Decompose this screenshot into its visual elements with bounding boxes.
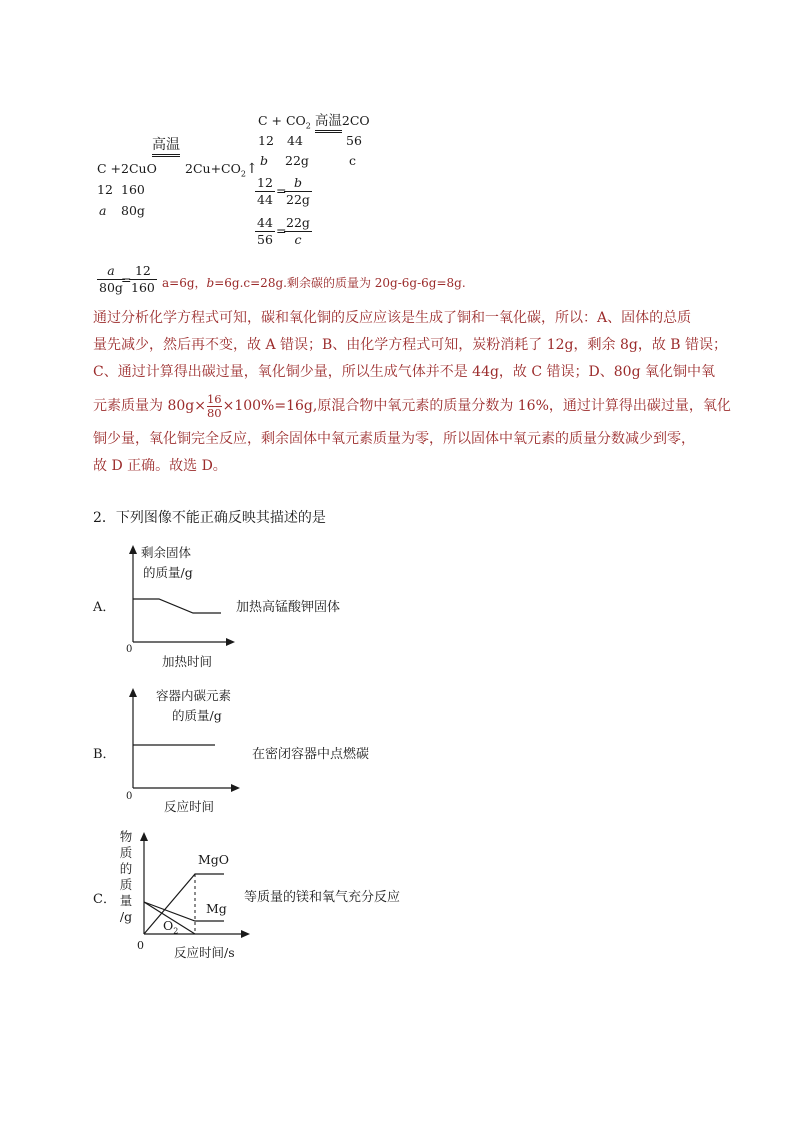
option-b-letter: B． bbox=[93, 747, 116, 762]
option-c-label-mgo: MgO bbox=[198, 852, 230, 867]
result-frac-right bbox=[129, 263, 157, 296]
option-b-graph bbox=[125, 688, 240, 791]
option-a-xlabel: 加热时间 bbox=[162, 654, 213, 669]
option-c-ylabel-char: 的 bbox=[119, 861, 133, 876]
analysis-paragraph bbox=[93, 305, 731, 480]
eq1-row2-a bbox=[99, 203, 106, 218]
frac-den: 22g bbox=[286, 192, 310, 207]
option-b-ylabel-2: 的质量/g bbox=[172, 708, 222, 723]
option-c-desc: 等质量的镁和氧气充分反应 bbox=[244, 890, 401, 905]
option-b-origin: 0 bbox=[126, 791, 133, 802]
option-c-graph bbox=[138, 832, 250, 937]
eq1-row1-b: 160 bbox=[121, 182, 145, 197]
analysis-frac-den: 80 bbox=[206, 405, 222, 420]
result-frac-eq: = bbox=[121, 272, 132, 287]
option-a-origin: 0 bbox=[126, 644, 133, 655]
eq2-row2-c: c bbox=[349, 153, 357, 168]
frac-num: 12 bbox=[257, 175, 273, 190]
option-c-ylabel-char: 质 bbox=[119, 877, 133, 892]
option-a-desc: 加热高锰酸钾固体 bbox=[236, 600, 341, 615]
option-b-ylabel-1: 容器内碳元素 bbox=[156, 688, 232, 703]
option-b-desc: 在密闭容器中点燃碳 bbox=[252, 747, 370, 762]
eq2-row2-a bbox=[260, 153, 268, 168]
eq2-row2-a-var: b bbox=[260, 153, 269, 168]
frac-den: 160 bbox=[131, 280, 155, 295]
eq1-row2-b: 80g bbox=[121, 203, 145, 218]
option-c-ylabel-char: 量 bbox=[119, 893, 133, 908]
eq1-condition-text: 高温 bbox=[152, 137, 180, 157]
analysis-line-1: 通过分析化学方程式可知，碳和氧化铜的反应应该是生成了铜和一氧化碳，所以：A、固体的总质 bbox=[93, 310, 692, 326]
eq1-reactants: C +2CuO bbox=[97, 161, 157, 176]
result-text-b: b bbox=[206, 276, 215, 290]
eq1-gas-arrow: ↑ bbox=[245, 161, 258, 177]
frac-num: 12 bbox=[129, 263, 157, 280]
result-text-a: a=6g， bbox=[162, 276, 207, 290]
eq2-reactants: C + CO bbox=[258, 113, 306, 128]
analysis-line-4b: ×100%=16g,原混合物中氧元素的质量分数为 16%，通过计算得出碳过量，氧化 bbox=[222, 398, 731, 414]
eq2-row1-c: 56 bbox=[346, 133, 362, 148]
frac-num-var: a bbox=[107, 263, 115, 278]
frac-den: 56 bbox=[257, 232, 273, 247]
option-c-label-o2-text: O bbox=[163, 918, 174, 933]
eq2-formula bbox=[258, 109, 370, 131]
analysis-line-2: 量先减少，然后再不变，故 A 错误；B、由化学方程式可知，炭粉消耗了 12g，剩余 8g，故 B 错误； bbox=[93, 337, 728, 353]
eq1-row1-a: 12 bbox=[97, 182, 113, 197]
option-c-ylabel-char: 质 bbox=[119, 845, 133, 860]
option-c-letter: C． bbox=[93, 892, 116, 907]
frac-num: 22g bbox=[286, 215, 310, 230]
option-c-ylabel bbox=[118, 829, 134, 925]
frac-den: 80g bbox=[99, 280, 123, 295]
eq1-row2-a-var: a bbox=[99, 203, 107, 218]
option-c-label-o2-sub: 2 bbox=[173, 926, 179, 936]
eq1-condition bbox=[152, 134, 180, 154]
eq2-condition: 高温 bbox=[315, 113, 342, 133]
option-c-label-o2 bbox=[163, 918, 178, 936]
option-c-ylabel-char: 物 bbox=[119, 829, 133, 844]
frac-num: 44 bbox=[257, 215, 273, 230]
eq1-products bbox=[185, 161, 258, 179]
eq1-products-text: 2Cu+CO bbox=[185, 161, 241, 176]
result-text-rest: =6g.c=28g.剩余碳的质量为 20g-6g-6g=8g. bbox=[214, 276, 466, 290]
eq2-product: 2CO bbox=[341, 113, 370, 128]
eq2-frac2-left bbox=[255, 215, 275, 248]
eq2-reactants-sub: 2 bbox=[305, 121, 311, 131]
option-b-xlabel: 反应时间 bbox=[164, 799, 215, 814]
option-c-ylabel-char: /g bbox=[119, 909, 133, 924]
analysis-line-4 bbox=[93, 386, 731, 426]
frac-den: 44 bbox=[257, 192, 273, 207]
eq2-frac1-eq: = bbox=[276, 183, 287, 198]
eq1-products-sub: 2 bbox=[240, 169, 246, 179]
eq2-row1-b: 44 bbox=[287, 133, 303, 148]
eq2-row2-b: 22g bbox=[285, 153, 309, 168]
analysis-line-4a: 元素质量为 80g× bbox=[93, 398, 206, 414]
option-a-letter: A． bbox=[93, 600, 116, 615]
result-text bbox=[162, 274, 466, 291]
frac-den bbox=[284, 232, 312, 248]
question-2: 2．下列图像不能正确反映其描述的是 bbox=[93, 510, 326, 526]
frac-num bbox=[284, 175, 312, 192]
analysis-frac-num: 16 bbox=[206, 391, 222, 406]
option-c-origin: 0 bbox=[137, 939, 144, 952]
option-a-ylabel-1: 剩余固体 bbox=[141, 545, 192, 560]
analysis-line-5: 铜少量，氧化铜完全反应，剩余固体中氧元素质量为零，所以固体中氧元素的质量分数减少到零， bbox=[93, 431, 695, 447]
eq2-frac1-right bbox=[284, 175, 312, 208]
option-a-graph bbox=[125, 545, 235, 645]
frac-num-var: b bbox=[293, 175, 302, 190]
analysis-line-6: 故 D 正确。故选 D。 bbox=[93, 458, 227, 474]
option-c-label-mg: Mg bbox=[206, 901, 227, 916]
eq2-frac2-eq: = bbox=[276, 223, 287, 238]
option-c-xlabel: 反应时间/s bbox=[174, 945, 235, 960]
eq2-frac2-right bbox=[284, 215, 312, 248]
analysis-line-3: C、通过计算得出碳过量，氧化铜少量，所以生成气体并不是 44g，故 C 错误；D、80g 氧化铜中氧 bbox=[93, 364, 715, 380]
frac-den-var: c bbox=[294, 232, 302, 247]
eq2-row1-a: 12 bbox=[258, 133, 274, 148]
analysis-fraction bbox=[207, 393, 222, 420]
eq2-frac1-left bbox=[255, 175, 275, 208]
option-a-ylabel-2: 的质量/g bbox=[143, 565, 193, 580]
